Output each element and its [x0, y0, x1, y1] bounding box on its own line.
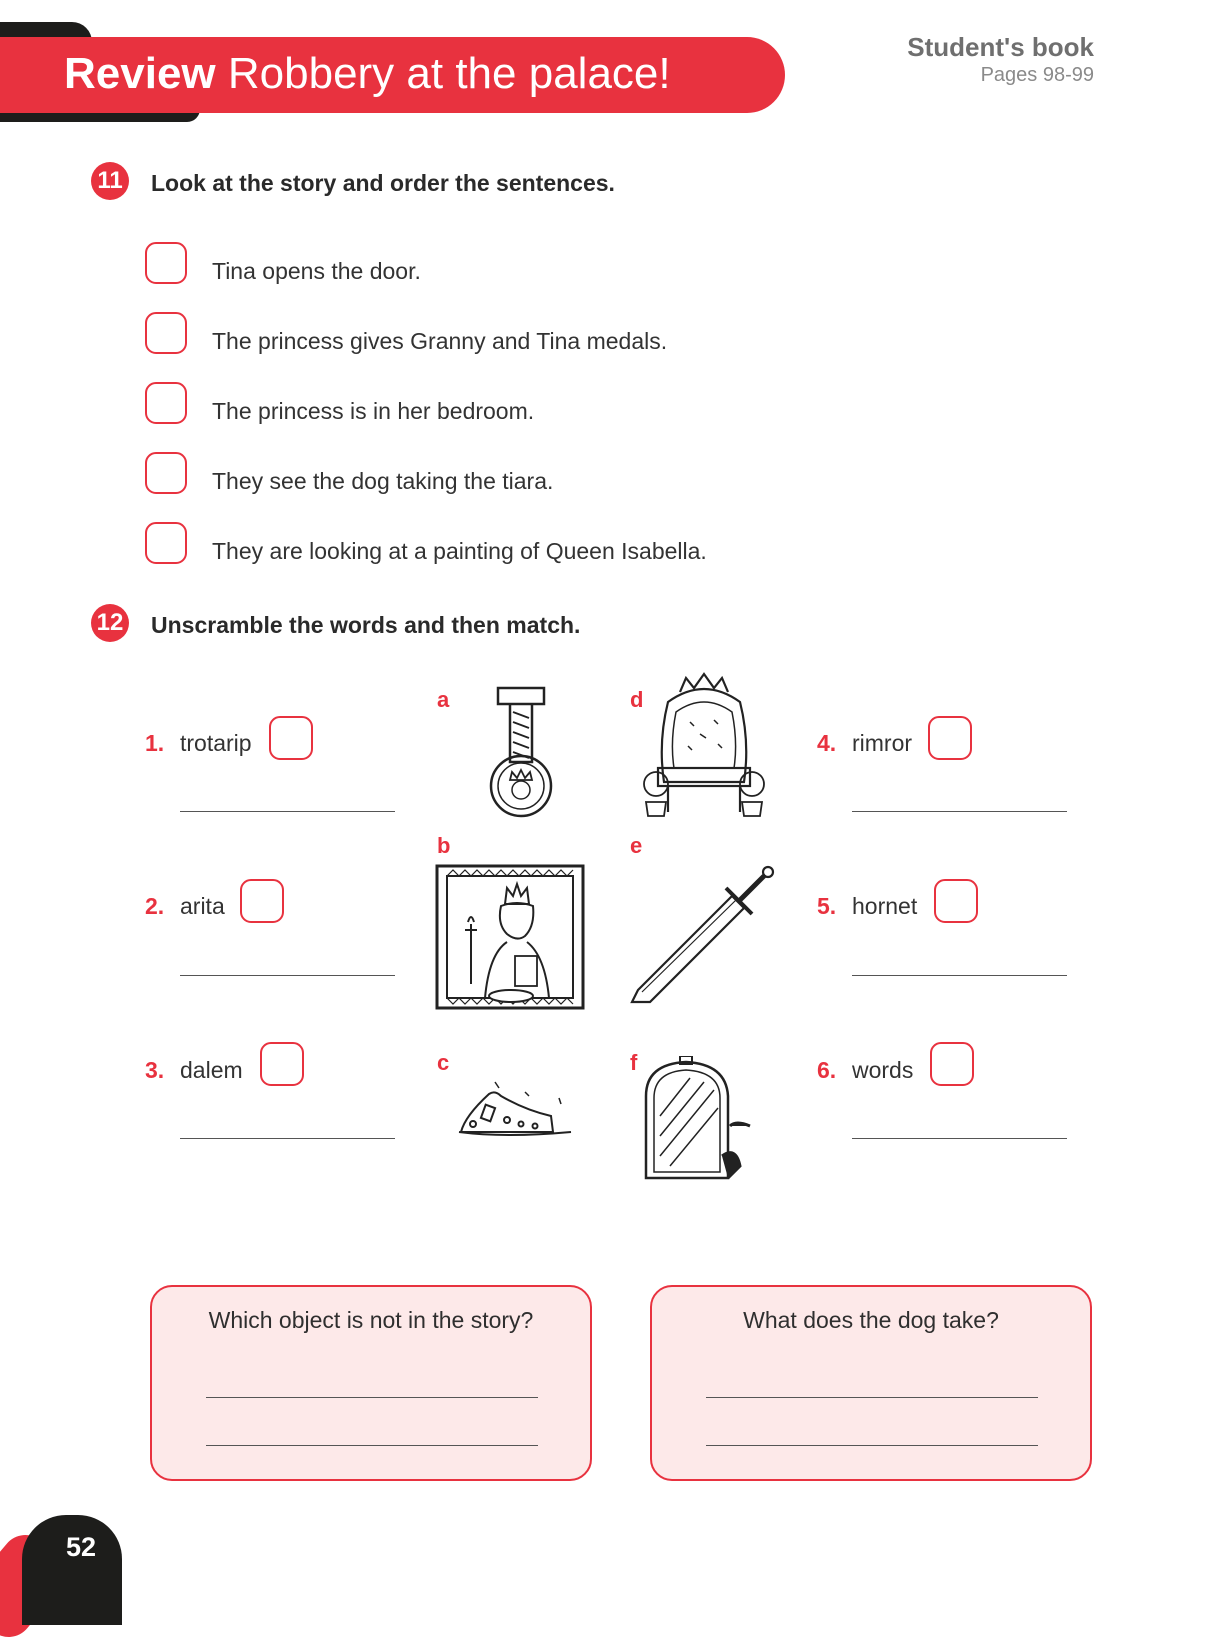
mirror-icon	[640, 1056, 770, 1186]
answer-line-6[interactable]	[852, 1138, 1067, 1139]
picture-letter-b: b	[437, 833, 451, 858]
picture-letter-f: f	[630, 1050, 638, 1075]
question-2-answer-line-2[interactable]	[706, 1445, 1038, 1446]
exercise-12-number: 12	[91, 604, 129, 642]
scrambled-word-1: trotarip	[180, 730, 252, 756]
pages-label: Pages 98-99	[980, 64, 1094, 86]
word-number-2: 2.	[145, 893, 165, 919]
sentence-4: They see the dog taking the tiara.	[212, 468, 554, 494]
answer-line-4[interactable]	[852, 811, 1067, 812]
scrambled-word-6: words	[852, 1057, 914, 1083]
page-title	[64, 46, 671, 102]
question-1-text: Which object is not in the story?	[208, 1307, 534, 1333]
book-label: Student's book	[907, 32, 1094, 62]
title-bold: Review	[64, 49, 216, 98]
question-2-text: What does the dog take?	[743, 1307, 999, 1333]
picture-letter-e: e	[630, 833, 643, 858]
question-2-answer-line-1[interactable]	[706, 1397, 1038, 1398]
exercise-11-instruction: Look at the story and order the sentences.	[151, 170, 615, 196]
word-number-1: 1.	[145, 730, 165, 756]
scrambled-word-5: hornet	[852, 893, 918, 919]
picture-letter-c: c	[437, 1050, 450, 1075]
match-box-5[interactable]	[934, 879, 978, 923]
exercise-11-number: 11	[91, 162, 129, 200]
answer-line-2[interactable]	[180, 975, 395, 976]
sentence-1: Tina opens the door.	[212, 258, 421, 284]
match-box-4[interactable]	[928, 716, 972, 760]
match-box-3[interactable]	[260, 1042, 304, 1086]
word-number-3: 3.	[145, 1057, 165, 1083]
order-checkbox-3[interactable]	[145, 382, 187, 424]
question-1-answer-line-2[interactable]	[206, 1445, 538, 1446]
scrambled-word-4: rimror	[852, 730, 913, 756]
title-rest: Robbery at the palace!	[227, 49, 671, 98]
picture-letter-d: d	[630, 687, 644, 712]
sentence-3: The princess is in her bedroom.	[212, 398, 535, 424]
order-checkbox-4[interactable]	[145, 452, 187, 494]
page-number: 52	[66, 1532, 97, 1562]
word-number-4: 4.	[817, 730, 837, 756]
order-checkbox-5[interactable]	[145, 522, 187, 564]
match-box-6[interactable]	[930, 1042, 974, 1086]
question-1-answer-line-1[interactable]	[206, 1397, 538, 1398]
match-box-1[interactable]	[269, 716, 313, 760]
sentence-2: The princess gives Granny and Tina medals.	[212, 328, 668, 354]
order-checkbox-1[interactable]	[145, 242, 187, 284]
answer-line-5[interactable]	[852, 975, 1067, 976]
tiara-icon	[455, 1076, 575, 1140]
word-number-6: 6.	[817, 1057, 837, 1083]
answer-line-1[interactable]	[180, 811, 395, 812]
scrambled-word-3: dalem	[180, 1057, 243, 1083]
throne-icon	[640, 672, 770, 822]
medal-icon	[480, 684, 562, 820]
picture-letter-a: a	[437, 687, 450, 712]
answer-line-3[interactable]	[180, 1138, 395, 1139]
scrambled-word-2: arita	[180, 893, 225, 919]
order-checkbox-2[interactable]	[145, 312, 187, 354]
match-box-2[interactable]	[240, 879, 284, 923]
portrait-icon	[435, 864, 585, 1010]
exercise-12-instruction: Unscramble the words and then match.	[151, 612, 581, 638]
sword-icon	[628, 862, 778, 1012]
question-box-2	[650, 1285, 1092, 1481]
sentence-5: They are looking at a painting of Queen Isabella.	[212, 538, 707, 564]
word-number-5: 5.	[817, 893, 837, 919]
question-box-1	[150, 1285, 592, 1481]
